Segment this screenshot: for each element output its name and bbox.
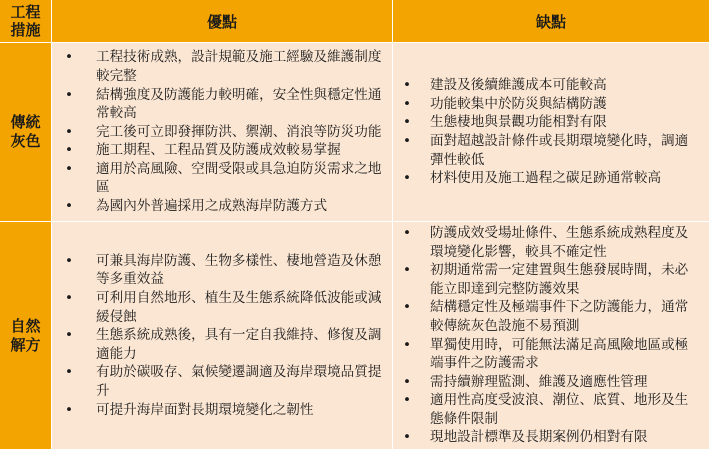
nature-pros-list — [59, 252, 384, 419]
list-item: • 適用於高風險、空間受限或具急迫防災需求之地區 — [64, 160, 382, 196]
header-measure-line1: 工程 — [10, 3, 41, 21]
list-item: • 結構穩定性及極端事件下之防護能力，通常較傳統灰色設施不易預測 — [402, 299, 689, 334]
header-cons: 缺點 — [393, 0, 710, 43]
list-item: • 生態系統成熟後，具有一定自我維持、修復及調適能力 — [64, 327, 382, 362]
header-measure — [0, 0, 52, 43]
list-item: • 施工期程、工程品質及防護成效較易掌握 — [64, 142, 341, 159]
list-item: • 面對超越設計條件或長期環境變化時，調適彈性較低 — [402, 133, 689, 168]
grey-pros-cell — [52, 43, 393, 222]
list-item: • 現地設計標準及長期案例仍相對有限 — [402, 429, 648, 446]
list-item: • 材料使用及施工過程之碳足跡通常較高 — [402, 170, 662, 187]
list-item: • 單獨使用時，可能無法滿足高風險地區或極端事件之防護需求 — [402, 336, 689, 372]
row-label-nature-line2: 解方 — [10, 335, 41, 354]
list-item: • 生態棲地與景觀功能相對有限 — [402, 114, 607, 131]
list-item: • 工程技術成熟，設計規範及施工經驗及維護制度較完整 — [64, 49, 382, 84]
grey-pros-list — [59, 48, 384, 215]
header-measure-line2: 措施 — [10, 21, 41, 39]
nature-cons-list — [400, 224, 701, 447]
nature-cons-cell — [393, 222, 710, 450]
list-item: • 完工後可立即發揮防洪、禦潮、消浪等防災功能 — [64, 123, 382, 140]
grey-cons-cell — [393, 43, 710, 222]
list-item: • 功能較集中於防災與結構防護 — [402, 95, 607, 112]
list-item: • 需持續辦理監測、維護及適應性管理 — [402, 373, 648, 390]
list-item: • 適用性高度受波浪、潮位、底質、地形及生態條件限制 — [402, 392, 689, 427]
list-item: • 防護成效受場址條件、生態系統成熟程度及環境變化影響，較具不確定性 — [402, 224, 689, 260]
row-label-grey-line2: 灰色 — [10, 132, 41, 150]
list-item: • 結構強度及防護能力較明確，安全性與穩定性通常較高 — [64, 86, 382, 122]
list-item: • 為國內外普遍採用之成熟海岸防護方式 — [64, 198, 328, 215]
list-item: • 可利用自然地形、植生及生態系統降低波能或減緩侵蝕 — [64, 290, 382, 325]
list-item: • 初期通常需一定建置與生態發展時間，未必能立即達到完整防護效果 — [402, 262, 689, 297]
row-label-grey-line1: 傳統 — [10, 113, 41, 131]
list-item: • 可提升海岸面對長期環境變化之韌性 — [64, 401, 314, 418]
grey-cons-list — [400, 76, 701, 188]
nature-pros-cell — [52, 222, 393, 450]
list-item: • 有助於碳吸存、氣候變遷調適及海岸環境品質提升 — [64, 364, 382, 399]
row-label-nature — [0, 222, 52, 450]
row-label-grey — [0, 43, 52, 222]
list-item: • 可兼具海岸防護、生物多樣性、棲地營造及休憩等多重效益 — [64, 252, 382, 288]
list-item: • 建設及後續維護成本可能較高 — [402, 77, 607, 94]
row-label-nature-line1: 自然 — [10, 316, 41, 335]
header-pros: 優點 — [52, 0, 393, 43]
